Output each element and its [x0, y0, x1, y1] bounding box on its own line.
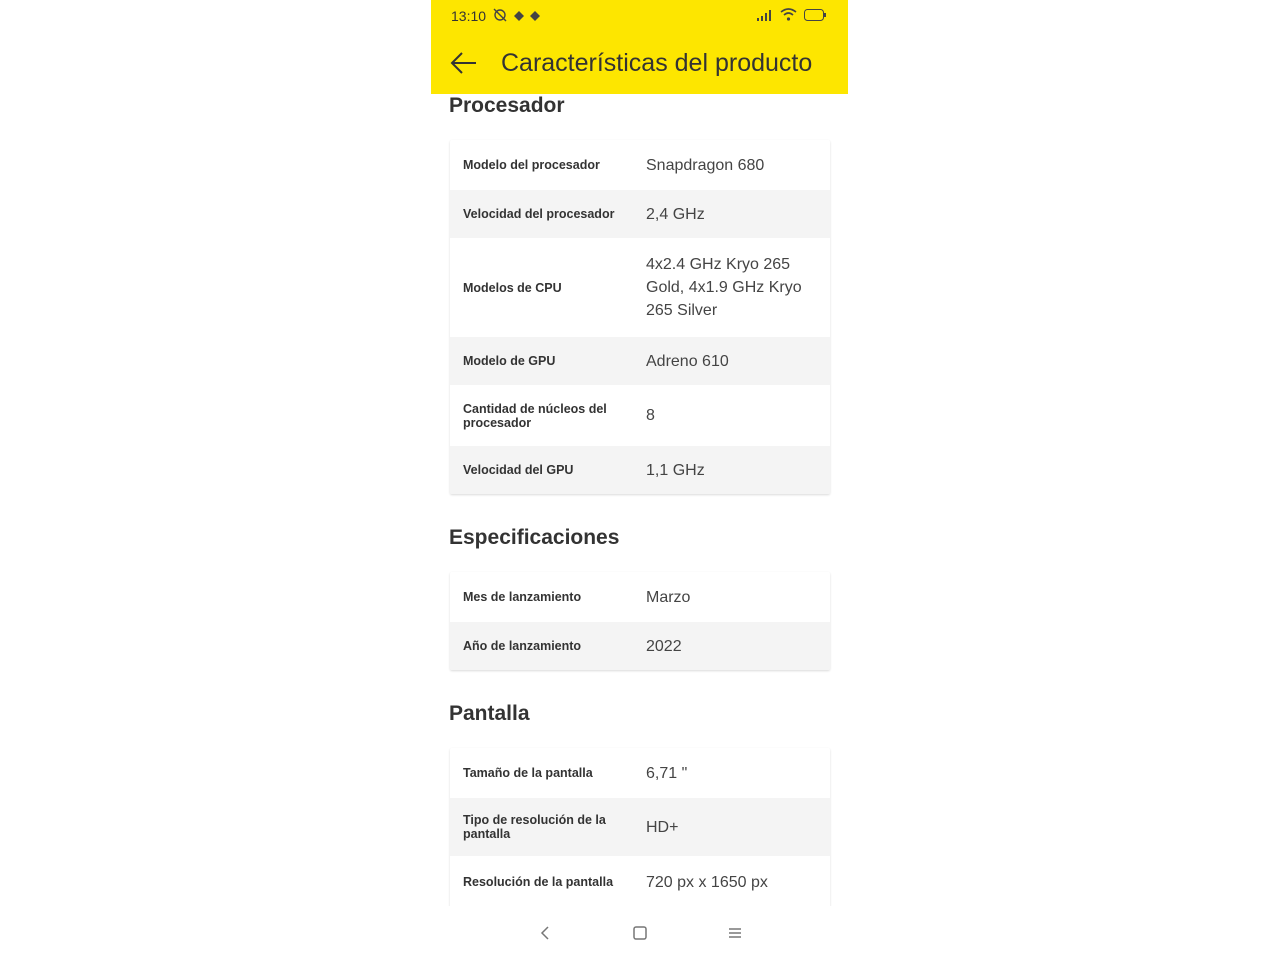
- spec-label: Cantidad de núcleos del procesador: [463, 401, 607, 430]
- app-header: [431, 32, 848, 94]
- status-left: [451, 8, 540, 25]
- spec-value: HD+: [646, 818, 679, 836]
- section-title-pantalla: Pantalla: [449, 702, 530, 725]
- spec-row: [450, 385, 830, 446]
- section-title-especificaciones: Especificaciones: [449, 526, 620, 549]
- spec-label: Mes de lanzamiento: [463, 590, 582, 604]
- status-right: [757, 8, 826, 24]
- nav-recents-button[interactable]: [725, 923, 745, 943]
- spec-row: [450, 238, 830, 337]
- spec-label: Modelo del procesador: [463, 158, 600, 172]
- recents-menu-icon: [728, 927, 742, 939]
- spec-row: [450, 190, 830, 238]
- spec-label: Velocidad del GPU: [463, 463, 574, 477]
- nav-back-button[interactable]: [535, 923, 555, 943]
- back-button[interactable]: [449, 48, 479, 78]
- spec-list[interactable]: [431, 94, 848, 906]
- spec-row: [450, 446, 830, 494]
- sync-off-icon: [492, 8, 508, 25]
- spec-value: 6,71 ": [646, 764, 688, 782]
- wifi-icon: [780, 8, 797, 24]
- spec-label: Modelo de GPU: [463, 354, 556, 368]
- spec-label: Tipo de resolución de la pantalla: [463, 813, 606, 841]
- status-time: 13:10: [451, 8, 487, 24]
- spec-row: [450, 622, 830, 670]
- spec-label: Modelos de CPU: [463, 280, 562, 295]
- back-chevron-icon: [540, 926, 550, 940]
- spec-value: 2022: [646, 637, 682, 655]
- spec-value: 4x2.4 GHz Kryo 265 Gold, 4x1.9 GHz Kryo 265 Silver: [646, 256, 802, 319]
- notification-icon: [514, 8, 524, 24]
- spec-value: 720 px x 1650 px: [646, 873, 768, 891]
- nav-home-button[interactable]: [630, 923, 650, 943]
- spec-value: 2,4 GHz: [646, 205, 705, 223]
- spec-label: Velocidad del procesador: [463, 207, 615, 221]
- signal-icon: [757, 8, 773, 24]
- spec-card-procesador: [450, 140, 830, 494]
- phone-screen: [431, 0, 848, 960]
- page-title: Características del producto: [501, 48, 813, 77]
- battery-icon: [804, 8, 826, 24]
- spec-value: 8: [646, 407, 655, 424]
- spec-label: Resolución de la pantalla: [463, 875, 614, 889]
- spec-value: Marzo: [646, 588, 691, 606]
- spec-row: [450, 748, 830, 798]
- spec-value: 1,1 GHz: [646, 461, 705, 479]
- home-square-icon: [633, 926, 647, 940]
- spec-row: [450, 572, 830, 622]
- system-nav-bar: [431, 906, 848, 960]
- spec-row: [450, 337, 830, 385]
- spec-row: [450, 856, 830, 906]
- spec-card-pantalla: [450, 748, 830, 906]
- spec-row: [450, 140, 830, 190]
- spec-value: Snapdragon 680: [646, 156, 765, 174]
- spec-label: Año de lanzamiento: [463, 639, 582, 653]
- spec-card-especificaciones: [450, 572, 830, 670]
- spec-label: Tamaño de la pantalla: [463, 766, 593, 780]
- section-title-procesador: Procesador: [449, 94, 565, 117]
- status-bar: [431, 0, 848, 32]
- notification-icon: [530, 8, 540, 24]
- spec-value: Adreno 610: [646, 352, 729, 370]
- arrow-left-icon: [450, 52, 478, 74]
- spec-row: [450, 798, 830, 856]
